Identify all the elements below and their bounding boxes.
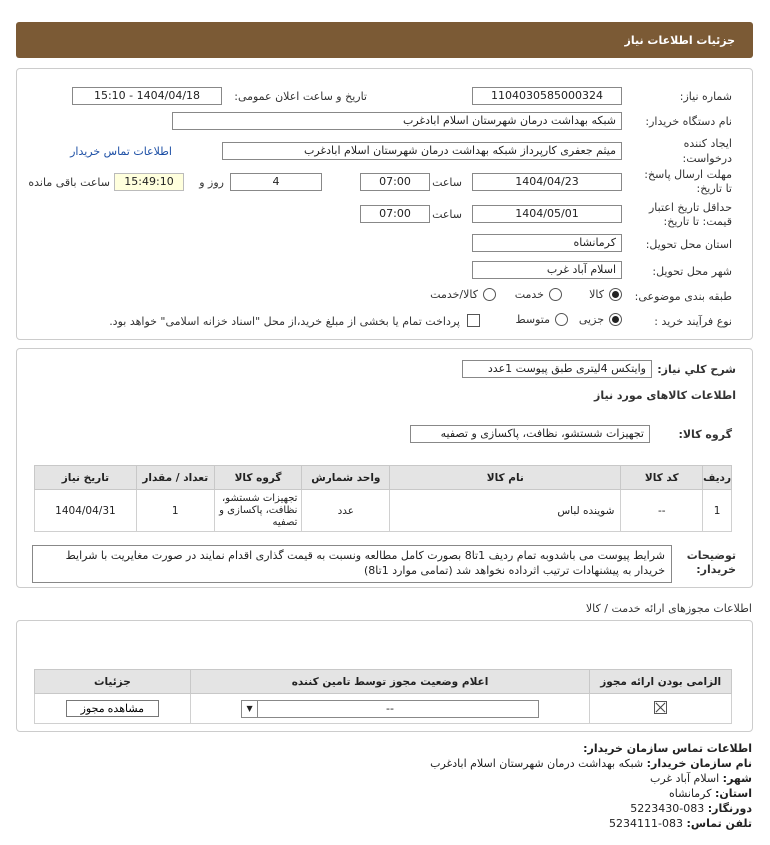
announce-field: 1404/04/18 - 15:10	[72, 87, 222, 105]
city-label: شهر محل تحویل:	[652, 265, 732, 278]
licenses-title: اطلاعات مجوزهای ارائه خدمت / کالا	[585, 602, 752, 615]
need-number-field: 1104030585000324	[472, 87, 622, 105]
col-code: کد کالا	[621, 466, 703, 490]
validity-label-2: قیمت: تا تاریخ:	[663, 215, 732, 228]
validity-time-field: 07:00	[360, 205, 430, 223]
cell-code: --	[621, 490, 703, 532]
buyer-contact-link[interactable]: اطلاعات تماس خریدار	[70, 145, 172, 158]
buyer-notes-label-2: خریدار:	[696, 563, 736, 576]
col-status: اعلام وضعیت مجوز توسط تامین کننده	[190, 670, 590, 694]
table-row	[35, 694, 732, 724]
col-date: تاریخ نیاز	[35, 466, 137, 490]
table-row	[35, 490, 732, 532]
licenses-panel	[16, 620, 753, 732]
remaining-label: ساعت باقی مانده	[28, 176, 110, 189]
contact-org-row: نام سازمان خریدار: شبکه بهداشت درمان شهرستان اسلام ابادغرب	[430, 757, 752, 770]
days-label: روز و	[199, 176, 224, 189]
payment-note: پرداخت تمام یا بخشی از مبلغ خرید،از محل "اسناد خزانه اسلامی" خواهد بود.	[109, 315, 460, 328]
goods-group-label: گروه کالا:	[678, 428, 732, 441]
page-header	[16, 22, 753, 58]
validity-time-label: ساعت	[432, 208, 462, 221]
cell-status	[190, 694, 590, 724]
licenses-table	[34, 669, 732, 724]
contact-phone-row: تلفن تماس: 083-5234111	[609, 817, 752, 830]
need-info-panel	[16, 68, 753, 340]
cell-unit: عدد	[302, 490, 390, 532]
col-unit: واحد شمارش	[302, 466, 390, 490]
col-name: نام کالا	[390, 466, 621, 490]
payment-checkbox[interactable]	[467, 314, 480, 327]
license-status-select[interactable]: -- ▼	[241, 700, 539, 718]
goods-info-title: اطلاعات کالاهای مورد نیاز	[594, 389, 736, 402]
creator-field: میثم جعفری کارپرداز شبکه بهداشت درمان شهرستان اسلام ابادغرب	[222, 142, 622, 160]
col-row: ردیف	[703, 466, 732, 490]
deadline-time-field: 07:00	[360, 173, 430, 191]
need-number-label: شماره نیاز:	[679, 90, 732, 103]
need-details-panel	[16, 348, 753, 588]
buyer-org-label: نام دستگاه خریدار:	[645, 115, 732, 128]
category-label: طبقه بندی موضوعی:	[634, 290, 732, 303]
summary-field: وایتکس 4لیتری طبق پیوست 1عدد	[462, 360, 652, 378]
chevron-down-icon[interactable]: ▼	[242, 701, 258, 717]
buyer-notes-field: شرایط پیوست می باشدوبه تمام ردیف 1تا8 بصورت کامل مطالعه ونسبت به قیمت گذاری اقدام نمایند در صورت مغایریت با شرایط خریدار به پیشنهادات ترتیب اثرداده نخواهد شد (تمامی موارد 1تا8)	[32, 545, 672, 583]
buyer-org-field: شبکه بهداشت درمان شهرستان اسلام ابادغرب	[172, 112, 622, 130]
validity-label-1: حداقل تاریخ اعتبار	[648, 201, 732, 214]
deadline-label-2: تا تاریخ:	[696, 182, 732, 195]
radio-icon[interactable]	[549, 288, 562, 301]
days-field: 4	[230, 173, 322, 191]
process-label: نوع فرآیند خرید :	[654, 315, 732, 328]
remaining-time-field: 15:49:10	[114, 173, 184, 191]
deadline-label-1: مهلت ارسال پاسخ:	[644, 168, 732, 181]
goods-table	[34, 465, 732, 532]
city-field: اسلام آباد غرب	[472, 261, 622, 279]
category-option-goods[interactable]: کالا	[589, 288, 622, 301]
cell-name: شوینده لباس	[390, 490, 621, 532]
province-label: استان محل تحویل:	[645, 238, 732, 251]
category-option-both[interactable]: کالا/خدمت	[430, 288, 496, 301]
announce-label: تاریخ و ساعت اعلان عمومی:	[234, 90, 367, 103]
radio-icon[interactable]	[483, 288, 496, 301]
buyer-notes-label-1: توضیحات	[686, 549, 736, 562]
col-group: گروه کالا	[214, 466, 302, 490]
process-option-minor[interactable]: جزیی	[579, 313, 622, 326]
province-field: کرمانشاه	[472, 234, 622, 252]
goods-table-header	[35, 466, 732, 490]
col-details: جزئیات	[35, 670, 191, 694]
process-option-medium[interactable]: متوسط	[515, 313, 568, 326]
contact-title: اطلاعات تماس سازمان خریدار:	[583, 742, 752, 755]
radio-icon[interactable]	[609, 313, 622, 326]
cell-required	[590, 694, 732, 724]
page-title: جزئیات اطلاعات نیاز	[624, 34, 735, 47]
col-required: الزامی بودن ارائه مجوز	[590, 670, 732, 694]
cell-qty: 1	[136, 490, 214, 532]
cell-details	[35, 694, 191, 724]
category-option-service[interactable]: خدمت	[515, 288, 562, 301]
col-qty: تعداد / مقدار	[136, 466, 214, 490]
summary-label: شرح کلي نياز:	[657, 363, 736, 376]
cell-group: تجهیزات شستشو، نظافت، پاکسازی و تصفیه	[214, 490, 302, 532]
view-license-button[interactable]: مشاهده مجوز	[66, 700, 159, 717]
deadline-time-label: ساعت	[432, 176, 462, 189]
cell-row: 1	[703, 490, 732, 532]
deadline-date-field: 1404/04/23	[472, 173, 622, 191]
radio-icon[interactable]	[555, 313, 568, 326]
goods-group-field: تجهیزات شستشو، نظافت، پاکسازی و تصفیه	[410, 425, 650, 443]
buyer-contact-section	[430, 742, 752, 830]
creator-label-2: درخواست:	[682, 152, 732, 165]
contact-fax-row: دورنگار: 083-5223430	[630, 802, 752, 815]
checkbox-x-icon	[654, 701, 667, 714]
contact-province-row: استان: کرمانشاه	[668, 787, 752, 800]
radio-icon[interactable]	[609, 288, 622, 301]
creator-label-1: ایجاد کننده	[683, 137, 732, 150]
validity-date-field: 1404/05/01	[472, 205, 622, 223]
cell-date: 1404/04/31	[35, 490, 137, 532]
contact-city-row: شهر: اسلام آباد غرب	[649, 772, 752, 785]
licenses-table-header	[35, 670, 732, 694]
